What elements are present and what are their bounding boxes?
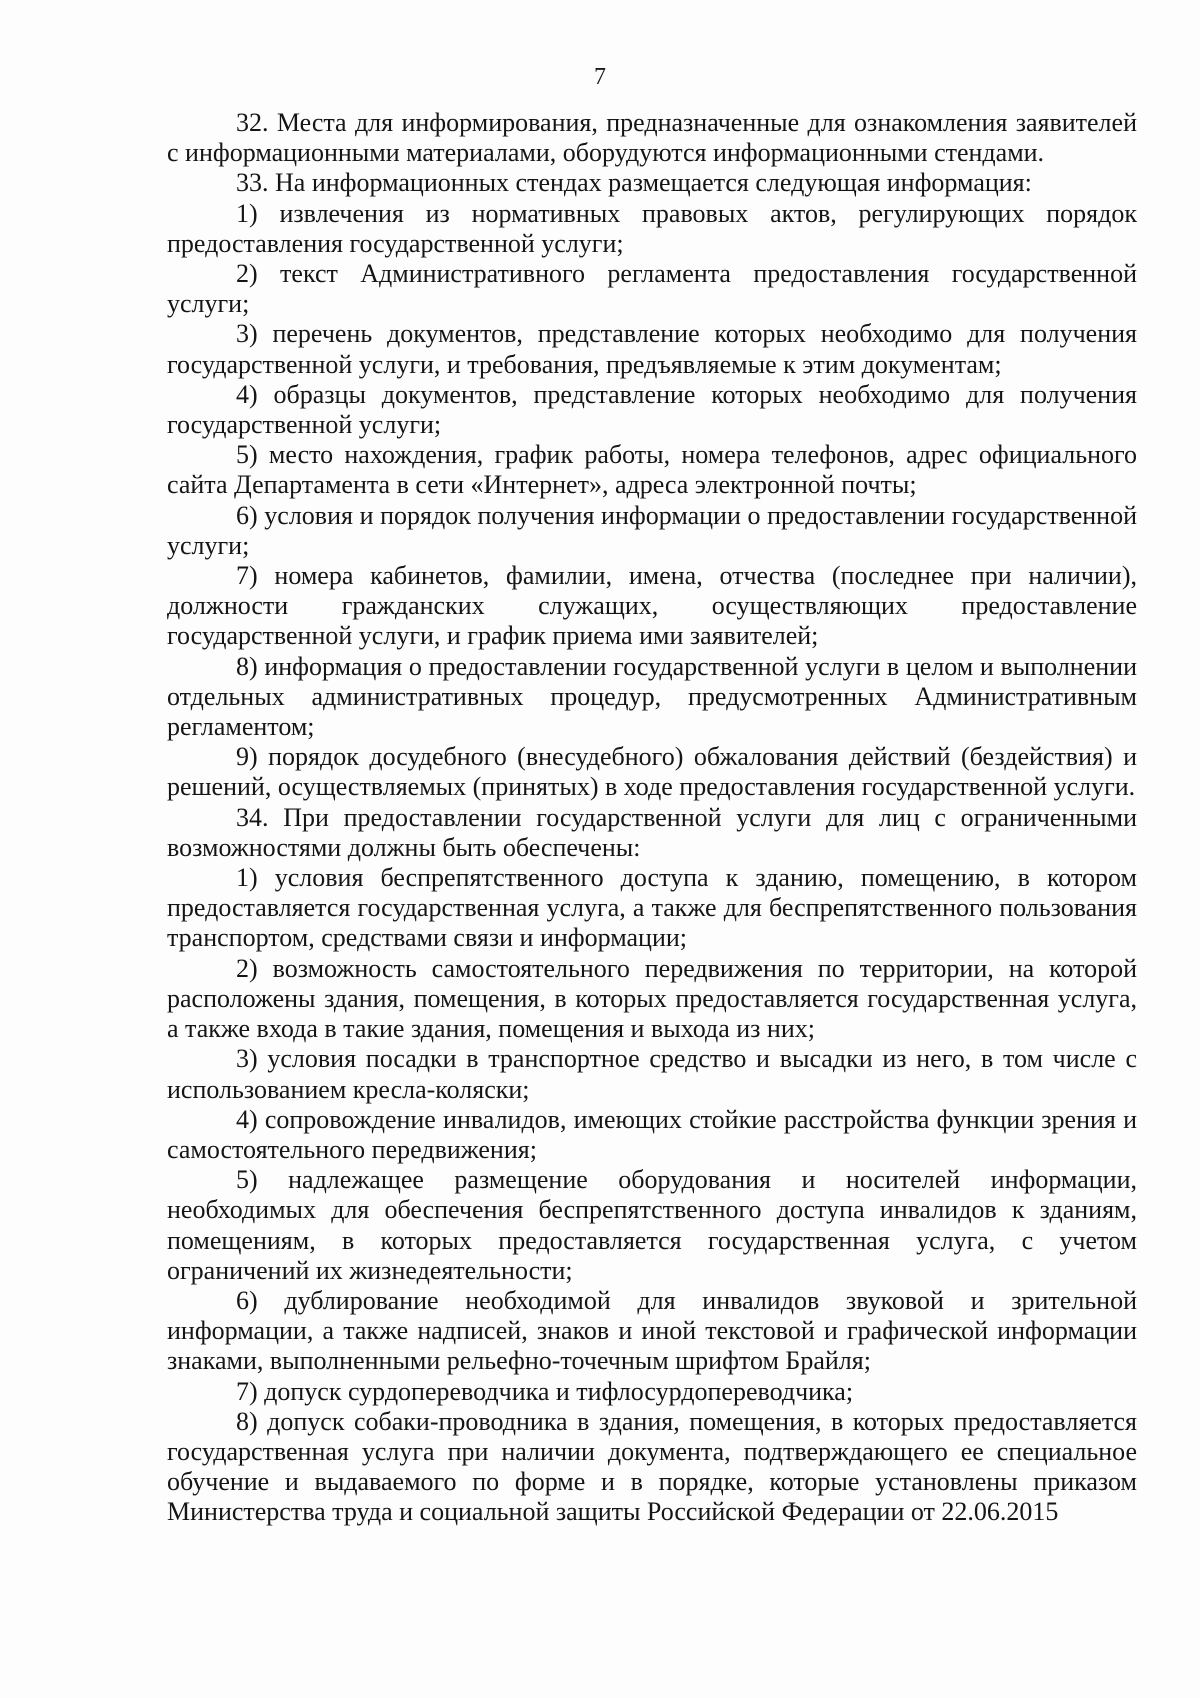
list-item-33-6: 6) условия и порядок получения информации о предоставлении государственной услуги; — [167, 500, 1137, 560]
list-item-34-3: 3) условия посадки в транспортное средство и высадки из него, в том числе с использованием кресла-коляски; — [167, 1044, 1137, 1104]
list-item-34-6: 6) дублирование необходимой для инвалидов звуковой и зрительной информации, а также надписей, знаков и иной текстовой и графической информации знаками, выполненными рельефно-точечным шрифтом Брайля; — [167, 1285, 1137, 1376]
list-item-34-5: 5) надлежащее размещение оборудования и носителей информации, необходимых для обеспечения беспрепятственного доступа инвалидов к зданиям, помещениям, в которых предоставляется государственная услуга, с учетом ограничений их жизнедеятельности; — [167, 1165, 1137, 1285]
paragraph-33: 33. На информационных стендах размещается следующая информация: — [236, 168, 1032, 198]
list-item-34-7: 7) допуск сурдопереводчика и тифлосурдопереводчика; — [236, 1376, 854, 1406]
list-item-34-1: 1) условия беспрепятственного доступа к зданию, помещению, в котором предоставляется государственная услуга, а также для беспрепятственного пользования транспортом, средствами связи и информации; — [167, 863, 1137, 953]
list-item-34-2: 2) возможность самостоятельного передвижения по территории, на которой расположены здания, помещения, в которых предоставляется государственная услуга, а также входа в такие здания, помещения и выхода из них; — [167, 953, 1137, 1044]
list-item-33-3: 3) перечень документов, представление которых необходимо для получения государственной услуги, и требования, предъявляемые к этим документам; — [167, 319, 1137, 379]
list-item-33-8: 8) информация о предоставлении государственной услуги в целом и выполнении отдельных административных процедур, предусмотренных Административным регламентом; — [167, 651, 1137, 742]
list-item-33-5: 5) место нахождения, график работы, номера телефонов, адрес официального сайта Департамента в сети «Интернет», адреса электронной почты; — [167, 440, 1137, 500]
list-item-33-7: 7) номера кабинетов, фамилии, имена, отчества (последнее при наличии), должности гражданских служащих, осуществляющих предоставление государственной услуги, и график приема ими заявителей; — [167, 561, 1137, 651]
document-body — [167, 108, 1137, 1528]
list-item-34-8: 8) допуск собаки-проводника в здания, помещения, в которых предоставляется государственная услуга при наличии документа, подтверждающего ее специальное обучение и выдаваемого по форме и в порядке, которые установлены приказом Министерства труда и социальной защиты Российской Федерации от 22.06.2015 — [167, 1406, 1137, 1527]
list-item-33-1: 1) извлечения из нормативных правовых актов, регулирующих порядок предоставления государственной услуги; — [167, 198, 1137, 258]
list-item-33-9: 9) порядок досудебного (внесудебного) обжалования действий (бездействия) и решений, осуществляемых (принятых) в ходе предоставления государственной услуги. — [167, 742, 1137, 802]
list-item-34-4: 4) сопровождение инвалидов, имеющих стойкие расстройства функции зрения и самостоятельного передвижения; — [167, 1104, 1137, 1164]
list-item-33-4: 4) образцы документов, представление которых необходимо для получения государственной услуги; — [167, 379, 1137, 440]
paragraph-34: 34. При предоставлении государственной услуги для лиц с ограниченными возможностями должны быть обеспечены: — [167, 802, 1137, 862]
page-number: 7 — [594, 64, 606, 90]
list-item-33-2: 2) текст Административного регламента предоставления государственной услуги; — [167, 259, 1137, 319]
paragraph-32: 32. Места для информирования, предназначенные для ознакомления заявителей с информационными материалами, оборудуются информационными стендами. — [167, 108, 1137, 168]
